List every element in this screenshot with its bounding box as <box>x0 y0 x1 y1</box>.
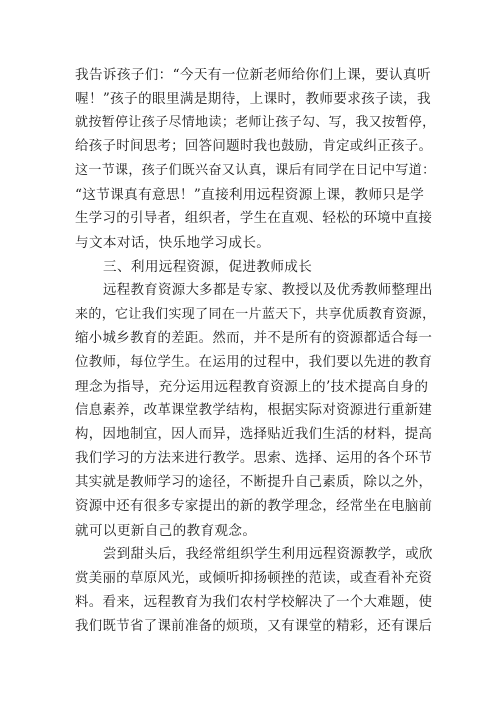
text-line: 与文本对话，快乐地学习成长。 <box>75 235 271 251</box>
text-line: “这节课真有意思！”直接利用远程资源上课，教师只是学 <box>75 187 425 203</box>
text-line: 给孩子时间思考；回答问题时我也鼓励，肯定或纠正孩子。 <box>75 139 433 154</box>
text-line: 信息素养，改革课堂教学结构，根据实际对资源进行重新建 <box>75 403 433 418</box>
text-line: 这一节课，孩子们既兴奋又认真，课后有同学在日记中写道： <box>75 163 436 178</box>
text-line: 赏美丽的草原风光，或倾听抑扬顿挫的范读，或查看补充资 <box>75 571 433 586</box>
text-line: 就可以更新自己的教育观念。 <box>75 523 257 539</box>
text-line: 位教师，每位学生。在运用的过程中，我们要以先进的教育 <box>75 355 433 370</box>
text-line: 资源中还有很多专家提出的新的教学理念，经常坐在电脑前 <box>75 499 433 514</box>
text-line: 来的，它让我们实现了同在一片蓝天下，共享优质教育资源， <box>75 307 436 322</box>
text-line: 我们既节省了课前准备的烦琐，又有课堂的精彩，还有课后 <box>75 619 433 634</box>
text-line: 缩小城乡教育的差距。然而，并不是所有的资源都适合每一 <box>75 331 433 346</box>
text-line: 生学习的引导者，组织者，学生在直观、轻松的环境中直接 <box>75 211 433 226</box>
paragraph-first-line: 远程教育资源大多都是专家、教授以及优秀教师整理出 <box>103 283 433 298</box>
text-line: 理念为指导，充分运用远程教育资源上的’技术提高自身的 <box>75 379 429 395</box>
text-line: 就按暂停让孩子尽情地读；老师让孩子勾、写，我又按暂停， <box>75 115 436 130</box>
text-line: 其实就是教师学习的途径，不断提升自己素质，除以之外， <box>75 475 433 490</box>
text-line: 我们学习的方法来进行教学。思索、选择、运用的各个环节 <box>75 451 433 466</box>
text-line: 料。看来，远程教育为我们农村学校解决了一个大难题，使 <box>75 595 433 610</box>
text-line: 喔！”孩子的眼里满是期待，上课时，教师要求孩子读，我 <box>75 91 431 107</box>
section-heading: 三、利用远程资源，促进教师成长 <box>103 259 313 275</box>
text-line: 构，因地制宜，因人而异，选择贴近我们生活的材料，提高 <box>75 427 433 442</box>
paragraph-first-line: 尝到甜头后，我经常组织学生利用远程资源教学，或欣 <box>103 547 433 562</box>
text-line: 我告诉孩子们：“今天有一位新老师给你们上课，要认真听 <box>75 67 431 83</box>
